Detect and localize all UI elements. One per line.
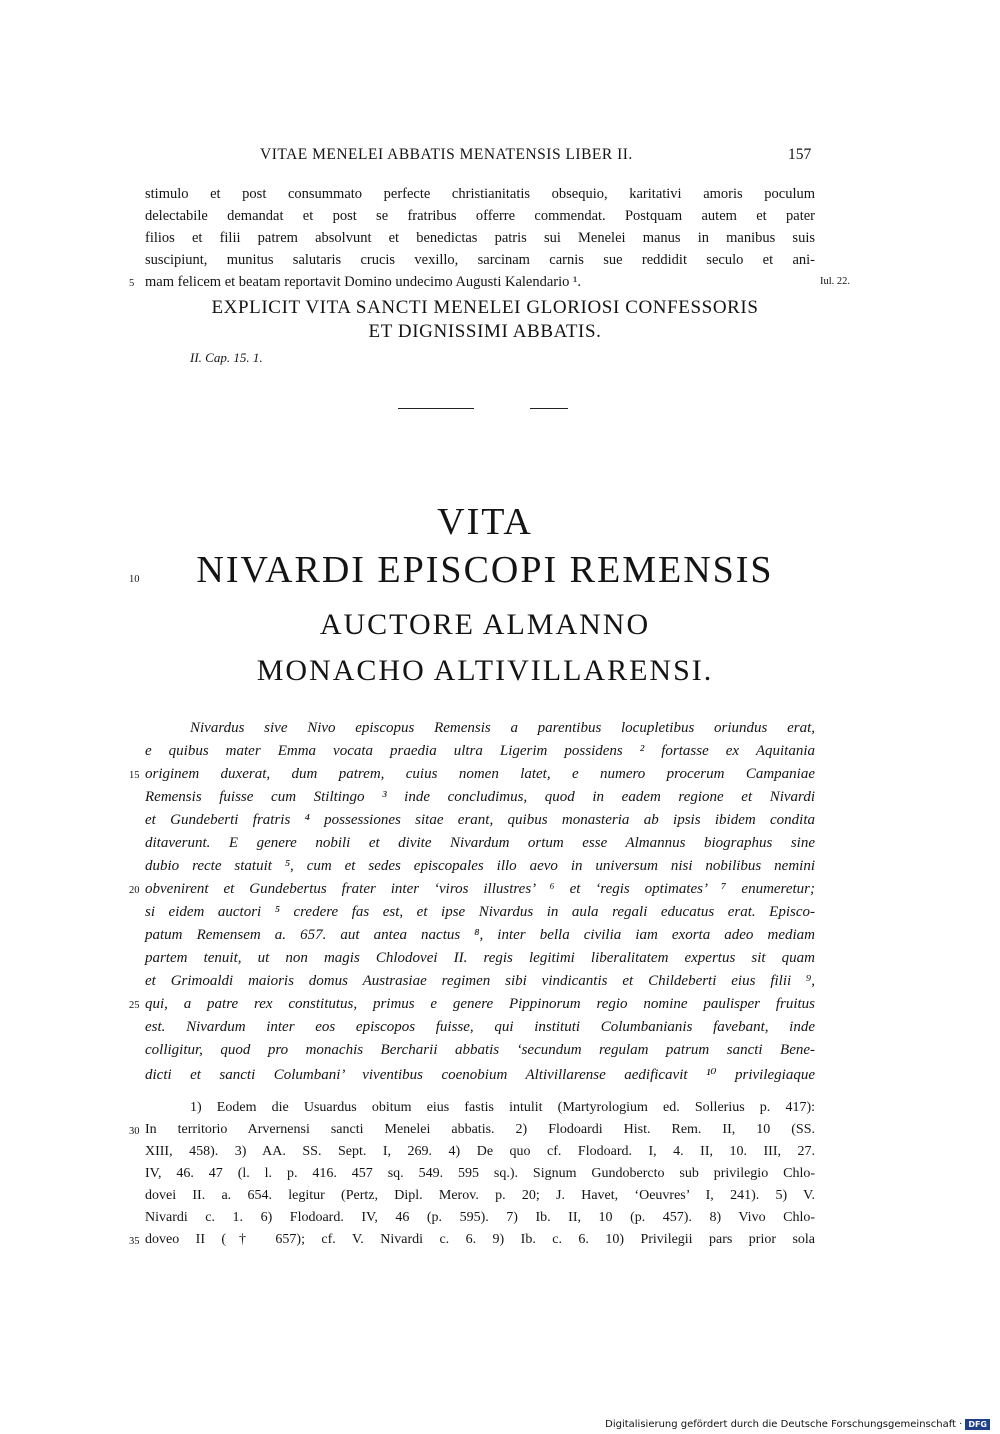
- margin-date-note: Iul. 22.: [820, 276, 851, 287]
- intro-line: Nivardus sive Nivo episcopus Remensis a parentibus locupletibus oriundus erat,: [190, 720, 815, 736]
- body-line: suscipiunt, munitus salutaris crucis vexillo, sarcinam carnis sue reddidit seculo et ani-: [145, 252, 815, 268]
- body-line: delectabile demandat et post se fratribus offerre commendat. Postquam autem et pater: [145, 208, 815, 224]
- running-title: VITAE MENELEI ABBATIS MENATENSIS LIBER II.: [260, 146, 633, 163]
- line-number: 30: [129, 1126, 140, 1137]
- divider-rule: [530, 408, 568, 409]
- intro-line: colligitur, quod pro monachis Bercharii abbatis ‘secundum regulam patrum sancti Bene-: [145, 1042, 815, 1058]
- line-number: 25: [129, 1000, 140, 1011]
- intro-line: partem tenuit, ut non magis Chlodovei II. regis legitimi liberalitatem expertus sit quam: [145, 950, 815, 966]
- title-auctore: AUCTORE ALMANNO: [319, 608, 651, 641]
- line-number: 15: [129, 770, 140, 781]
- line-number: 35: [129, 1236, 140, 1247]
- intro-line: patum Remensem a. 657. aut antea nactus ⁸, inter bella civilia iam exorta adeo mediam: [145, 927, 815, 943]
- intro-line: originem duxerat, dum patrem, cuius nomen latet, e numero procerum Campaniae: [145, 766, 815, 782]
- intro-line: ditaverunt. E genere nobili et divite Nivardum ortum esse Almannus biographus sine: [145, 835, 815, 851]
- title-main: NIVARDI EPISCOPI REMENSIS: [196, 549, 774, 591]
- title-monacho: MONACHO ALTIVILLARENSI.: [256, 654, 714, 687]
- intro-line: Remensis fuisse cum Stiltingo ³ inde concludimus, quod in eadem regione et Nivardi: [145, 789, 815, 805]
- footnote-line: IV, 46. 47 (l. l. p. 416. 457 sq. 549. 595 sq.). Signum Gundobercto sub privilegio Chlo-: [145, 1166, 815, 1181]
- line-number: 10: [129, 574, 140, 585]
- divider-rule: [398, 408, 474, 409]
- line-number: 5: [129, 278, 135, 289]
- footer-text: Digitalisierung gefördert durch die Deutsche Forschungsgemeinschaft ·: [605, 1419, 963, 1430]
- title-vita: VITA: [437, 501, 533, 543]
- intro-line: et Gundeberti fratris ⁴ possessiones sitae erant, quibus monasteria ab ipsis ibidem condita: [145, 812, 815, 828]
- page-number: 157: [788, 146, 812, 163]
- footnote-line: dovei II. a. 654. legitur (Pertz, Dipl. Merov. p. 20; J. Havet, ‘Oeuvres’ I, 241). 5) V.: [145, 1188, 815, 1203]
- intro-line: dubio recte statuit ⁵, cum et sedes episcopales illo aevo in universum nisi nobilibus nemini: [145, 858, 815, 874]
- intro-line: obvenirent et Gundebertus frater inter ‘viros illustres’ ⁶ et ‘regis optimates’ ⁷ enumeretur;: [145, 881, 815, 897]
- footnote-line: Nivardi c. 1. 6) Flodoard. IV, 46 (p. 595). 7) Ib. II, 10 (p. 457). 8) Vivo Chlo-: [145, 1210, 815, 1225]
- body-line: filios et filii patrem absolvunt et benedictas patris sui Menelei manus in manibus suis: [145, 230, 815, 246]
- intro-line: si eidem auctori ⁵ credere fas est, et ipse Nivardus in aula regali educatus erat. Episco-: [145, 904, 815, 920]
- intro-line: est. Nivardum inter eos episcopos fuisse, qui instituti Columbanianis favebant, inde: [145, 1019, 815, 1035]
- footnote-line: XIII, 458). 3) AA. SS. Sept. I, 269. 4) De quo cf. Flodoard. I, 4. II, 10. III, 27.: [145, 1144, 815, 1159]
- dfg-logo-icon: DFG: [965, 1419, 990, 1430]
- body-line: stimulo et post consummato perfecte christianitatis obsequio, karitativi amoris poculum: [145, 186, 815, 202]
- intro-line: et Grimoaldi maioris domus Austrasiae regimen sibi vindicantis et Childeberti eius filii ⁹,: [145, 973, 815, 989]
- explicit-line: ET DIGNISSIMI ABBATIS.: [368, 321, 602, 342]
- digitization-footer: [605, 1419, 990, 1430]
- explicit-line: EXPLICIT VITA SANCTI MENELEI GLORIOSI CONFESSORIS: [211, 297, 759, 318]
- chapter-note: II. Cap. 15. 1.: [190, 350, 263, 365]
- intro-line: qui, a patre rex constitutus, primus e genere Pippinorum regio nomine paulisper fruitus: [145, 996, 815, 1012]
- footnote-line: 1) Eodem die Usuardus obitum eius fastis intulit (Martyrologium ed. Sollerius p. 417):: [190, 1100, 815, 1115]
- intro-line: dicti et sancti Columbani’ viventibus coenobium Altivillarense aedificavit ¹⁰ privilegiaque: [145, 1067, 815, 1083]
- footnote-line: In territorio Arvernensi sancti Menelei abbatis. 2) Flodoardi Hist. Rem. II, 10 (SS.: [145, 1122, 815, 1137]
- footnote-line: doveo II († 657); cf. V. Nivardi c. 6. 9) Ib. c. 6. 10) Privilegii pars prior sola: [145, 1232, 815, 1247]
- line-number: 20: [129, 885, 140, 896]
- intro-line: e quibus mater Emma vocata praedia ultra Ligerim possidens ² fortasse ex Aquitania: [145, 743, 815, 759]
- body-line: mam felicem et beatam reportavit Domino undecimo Augusti Kalendario ¹.: [145, 274, 581, 290]
